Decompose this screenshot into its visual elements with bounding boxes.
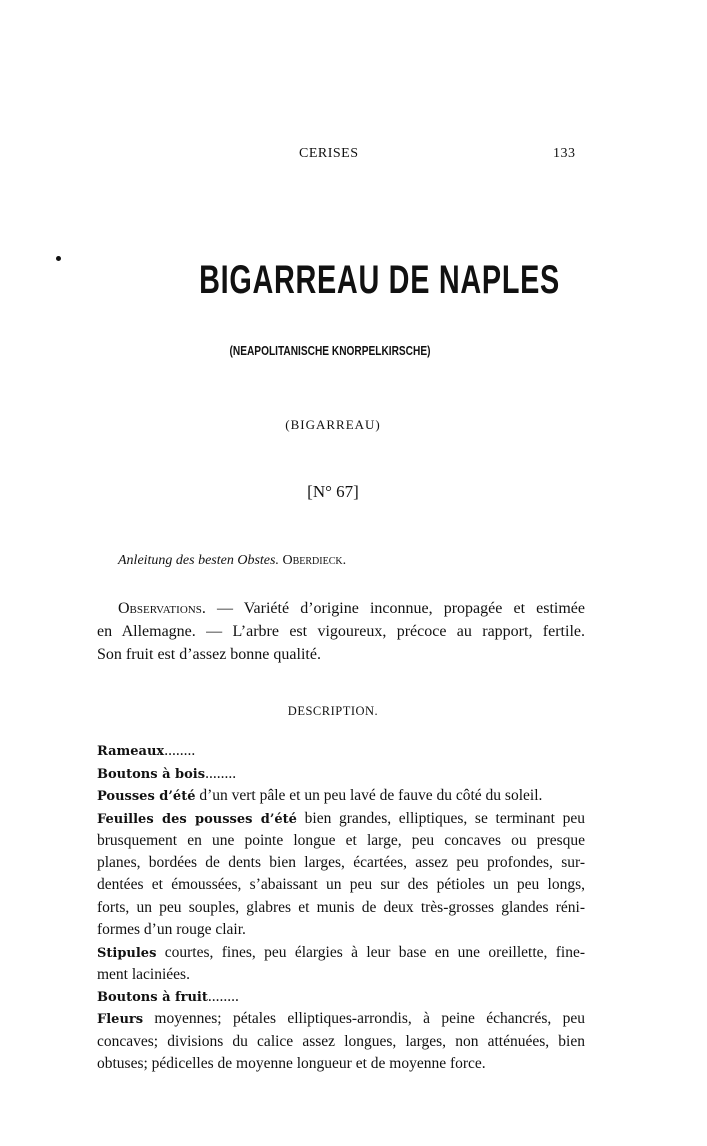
- page-title: BIGARREAU DE NAPLES: [199, 258, 560, 302]
- description-term: Fleurs: [97, 1012, 144, 1027]
- reference-work: Anleitung des besten Obstes.: [118, 553, 279, 568]
- description-item: [97, 742, 585, 760]
- reference: [118, 553, 346, 569]
- description-text: ........: [207, 988, 239, 1005]
- observations-line: en Allemagne. — L’arbre est vigoureux, précoce au rapport, fertile.: [97, 623, 585, 640]
- description-text: moyennes; pétales elliptiques-arrondis, à peine échancrés, peu: [143, 1010, 585, 1027]
- description-term: Boutons à fruit: [97, 990, 208, 1005]
- description-continuation: forts, un peu souples, glabres et munis de deux très-grosses glandes réni-: [97, 899, 585, 916]
- description-text: bien grandes, elliptiques, se terminant peu: [296, 810, 585, 827]
- german-name: (NEAPOLITANISCHE KNORPELKIRSCHE): [229, 343, 431, 358]
- description-continuation: dentées et émoussées, s’abaissant un peu sur des pétioles un peu longs,: [97, 876, 585, 893]
- description-term: Boutons à bois: [97, 767, 206, 782]
- description-continuation: planes, bordées de dents bien larges, écartées, assez peu profondes, sur-: [97, 854, 585, 871]
- description-text: ........: [164, 742, 196, 759]
- description-term: Stipules: [97, 946, 157, 961]
- text: — Variété d’origine inconnue, propagée et estimée: [216, 600, 586, 617]
- description-item: [97, 787, 585, 805]
- description-term: Feuilles des pousses d’été: [97, 812, 297, 827]
- reference-author: Oberdieck.: [282, 553, 347, 568]
- description-continuation: brusquement en une pointe longue et large, peu concaves ou presque: [97, 832, 585, 849]
- ink-speck: [56, 256, 61, 261]
- description-text: ........: [205, 765, 237, 782]
- description-term: Pousses d’été: [97, 789, 196, 804]
- description-item: [97, 944, 585, 962]
- description-continuation: formes d’un rouge clair.: [97, 921, 246, 938]
- observations-line: Son fruit est d’assez bonne qualité.: [97, 646, 321, 663]
- description-continuation: ment laciniées.: [97, 966, 190, 983]
- observations-line: [118, 600, 585, 618]
- description-item: [97, 765, 585, 783]
- description-text: d’un vert pâle et un peu lavé de fauve du côté du soleil.: [195, 787, 543, 804]
- description-item: [97, 1010, 585, 1028]
- observations-label: Observations.: [118, 600, 206, 617]
- description-item: [97, 810, 585, 828]
- description-continuation: obtuses; pédicelles de moyenne longueur et de moyenne force.: [97, 1055, 486, 1072]
- section-heading: DESCRIPTION.: [287, 704, 379, 718]
- synonym: (BIGARREAU): [285, 417, 381, 432]
- running-header: CERISES: [299, 146, 359, 161]
- page-number: 133: [553, 146, 576, 161]
- description-continuation: concaves; divisions du calice assez longues, larges, non atténuées, bien: [97, 1033, 585, 1050]
- entry-number: [N° 67]: [307, 482, 359, 501]
- description-item: [97, 988, 585, 1006]
- description-term: Rameaux: [97, 744, 165, 759]
- description-text: courtes, fines, peu élargies à leur base en une oreillette, fine-: [156, 944, 585, 961]
